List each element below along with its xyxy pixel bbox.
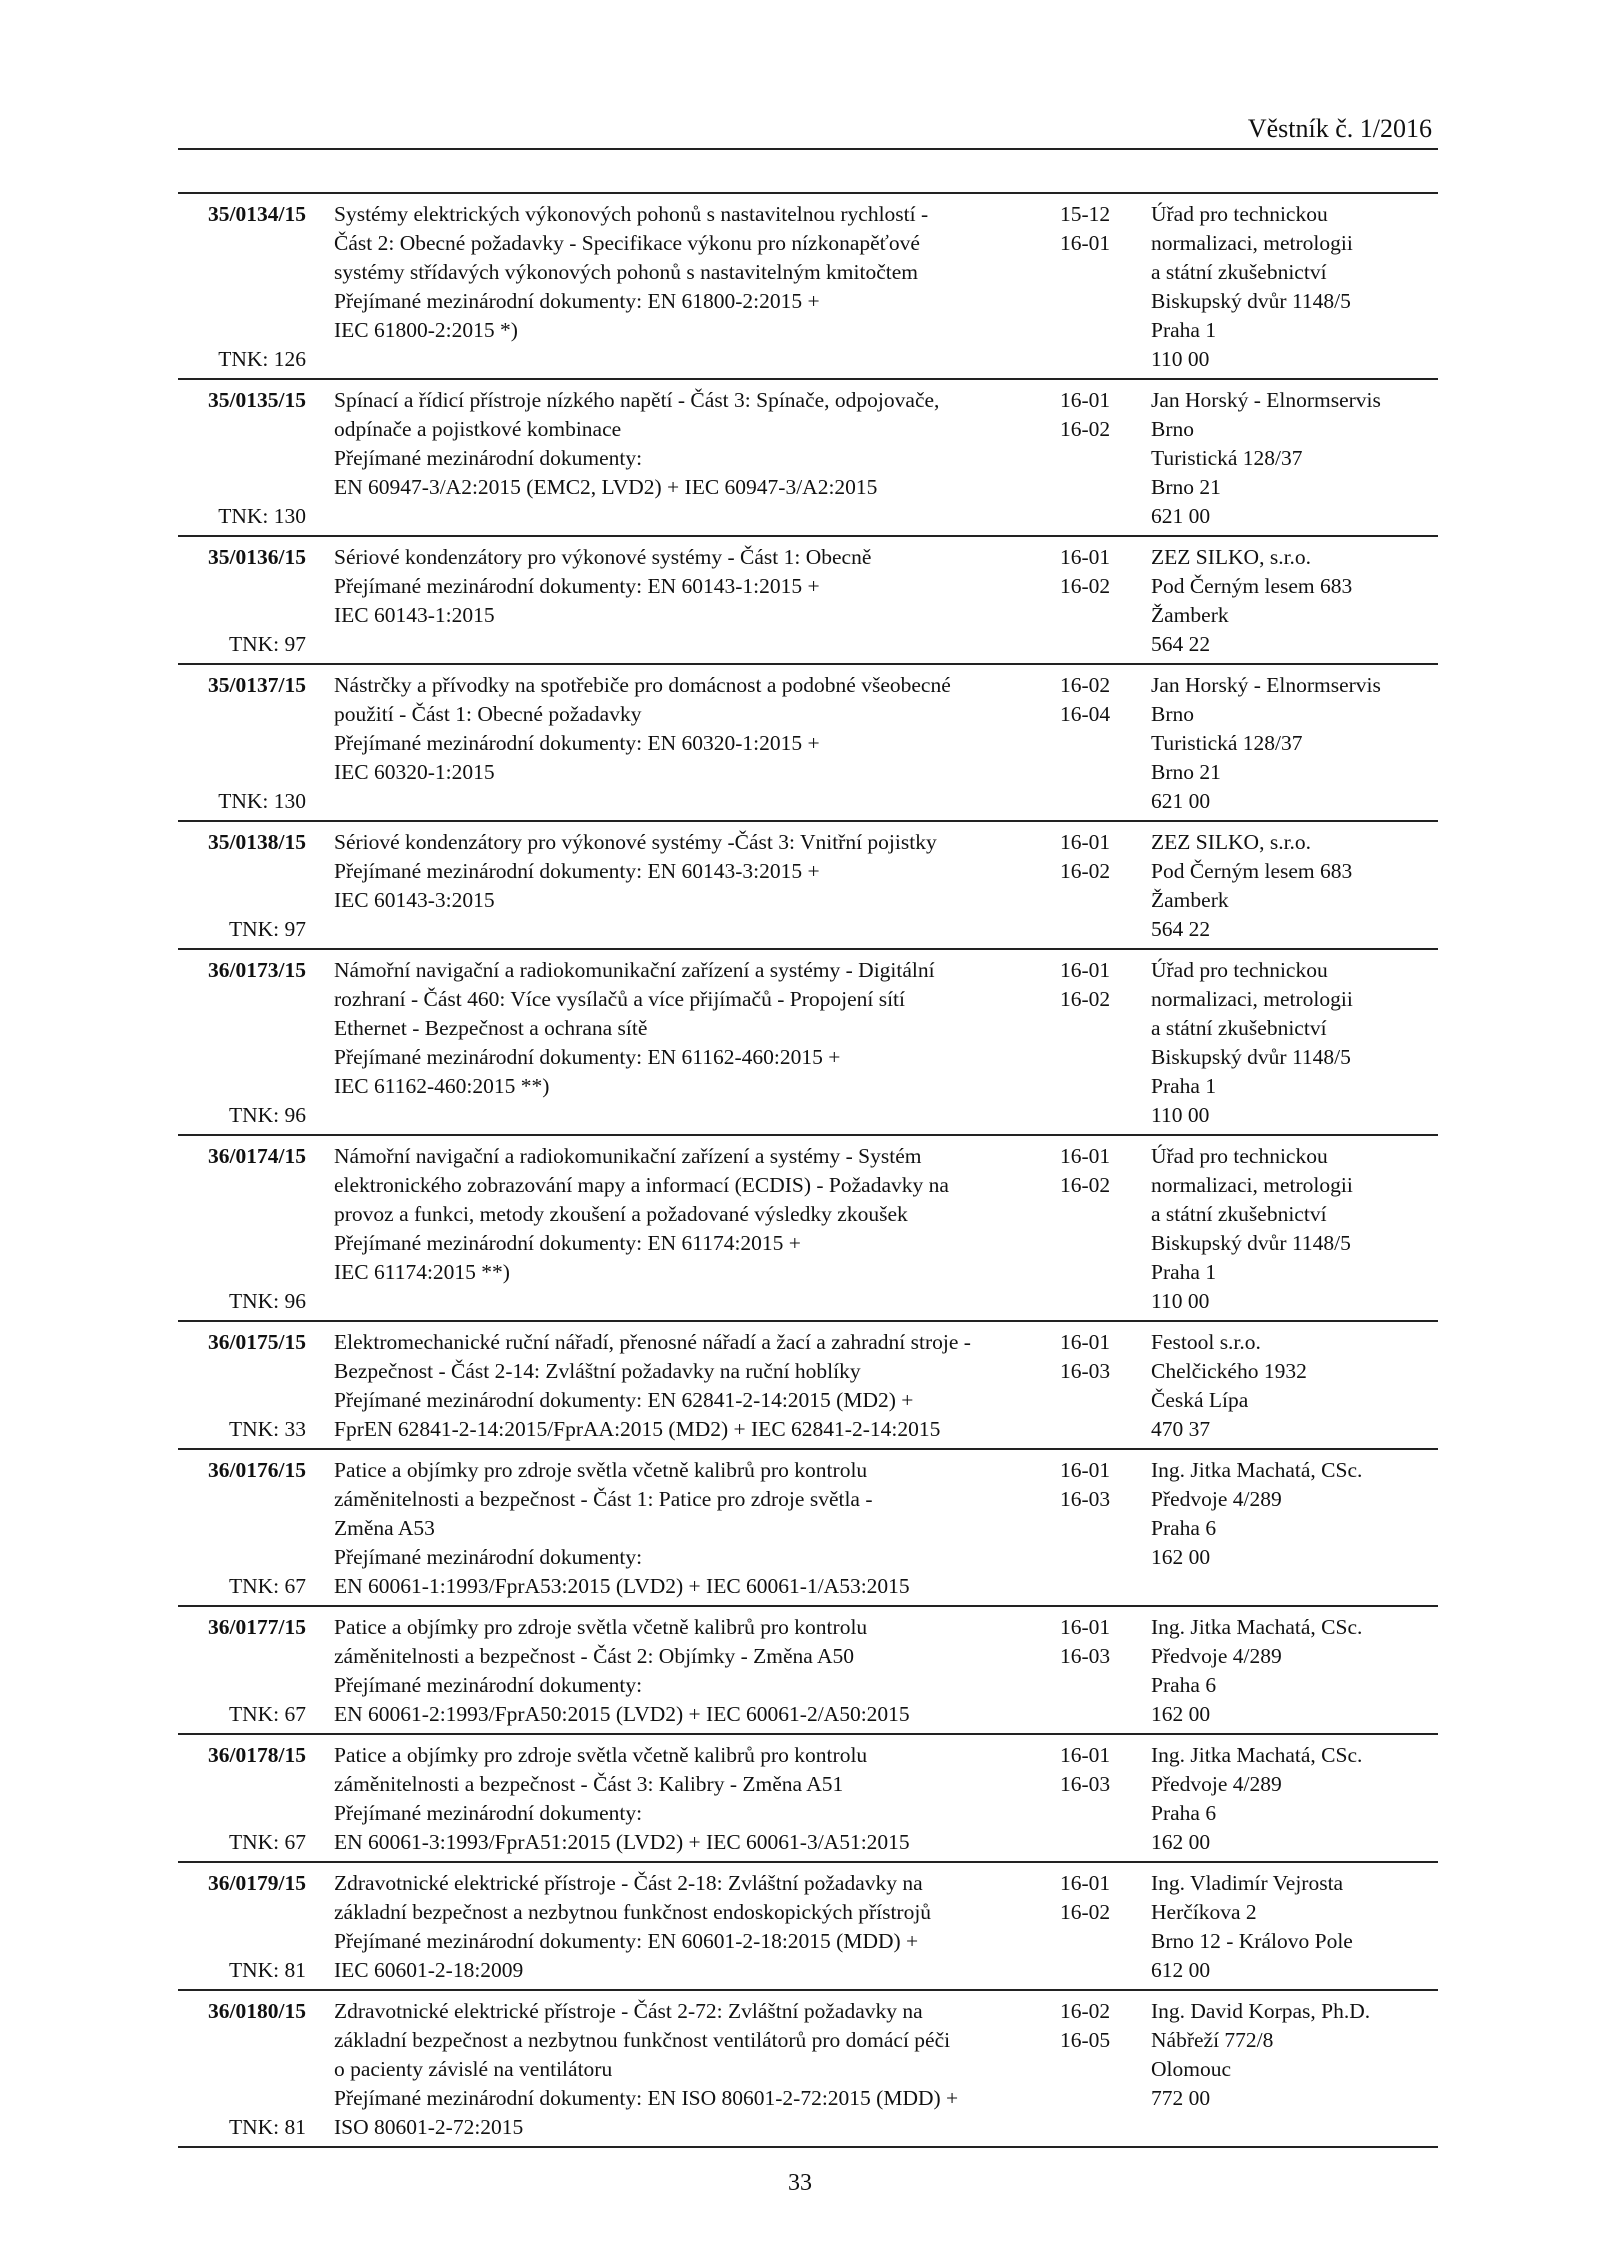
description-line: Přejímané mezinárodní dokumenty: EN ISO 80601-2-72:2015 (MDD) +	[334, 2086, 959, 2110]
description-line: Systémy elektrických výkonových pohonů s nastavitelnou rychlostí -	[334, 202, 929, 226]
contact-address	[1151, 543, 1438, 659]
description-line: systémy střídavých výkonových pohonů s nastavitelným kmitočtem	[334, 260, 919, 284]
address-line: Úřad pro technickou	[1151, 1144, 1328, 1168]
description-line: IEC 61174:2015 **)	[334, 1260, 510, 1284]
description-line: Přejímané mezinárodní dokumenty:	[334, 1801, 643, 1825]
description-line: Přejímané mezinárodní dokumenty: EN 61800-2:2015 +	[334, 289, 820, 313]
description-line: Patice a objímky pro zdroje světla včetně kalibrů pro kontrolu	[334, 1458, 868, 1482]
description-line: Patice a objímky pro zdroje světla včetně kalibrů pro kontrolu	[334, 1743, 868, 1767]
standard-id-cell	[178, 200, 306, 374]
tnk-number: TNK: 130	[218, 504, 306, 528]
description-line: EN 60061-3:1993/FprA51:2015 (LVD2) + IEC 60061-3/A51:2015	[334, 1830, 910, 1854]
period-dates	[1060, 1142, 1130, 1200]
standard-id-cell	[178, 828, 306, 944]
description-line: použití - Část 1: Obecné požadavky	[334, 702, 642, 726]
date-code: 16-01	[1060, 1743, 1111, 1767]
date-code: 16-01	[1060, 388, 1111, 412]
standard-id: 36/0173/15	[208, 958, 306, 982]
standard-id: 36/0175/15	[208, 1330, 306, 1354]
address-line: Pod Černým lesem 683	[1151, 574, 1353, 598]
date-code: 16-02	[1060, 859, 1111, 883]
period-dates	[1060, 200, 1130, 258]
description-line: odpínače a pojistkové kombinace	[334, 417, 622, 441]
description-line: Námořní navigační a radiokomunikační zařízení a systémy - Digitální	[334, 958, 935, 982]
address-line: Pod Černým lesem 683	[1151, 859, 1353, 883]
address-line: 110 00	[1151, 1103, 1210, 1127]
description-line: Zdravotnické elektrické přístroje - Část 2-18: Zvláštní požadavky na	[334, 1871, 923, 1895]
description-line: Nástrčky a přívodky na spotřebiče pro domácnost a podobné všeobecné	[334, 673, 951, 697]
description-line: Přejímané mezinárodní dokumenty: EN 62841-2-14:2015 (MD2) +	[334, 1388, 914, 1412]
date-code: 16-01	[1060, 1871, 1111, 1895]
table-row	[178, 537, 1438, 665]
address-line: 162 00	[1151, 1702, 1211, 1726]
tnk-number: TNK: 130	[218, 789, 306, 813]
standard-id-cell	[178, 1741, 306, 1857]
description-line: Přejímané mezinárodní dokumenty: EN 61174:2015 +	[334, 1231, 801, 1255]
address-line: 612 00	[1151, 1958, 1211, 1982]
address-line: Jan Horský - Elnormservis	[1151, 673, 1381, 697]
address-line: a státní zkušebnictví	[1151, 1016, 1327, 1040]
date-code: 16-02	[1060, 987, 1111, 1011]
address-line: 470 37	[1151, 1417, 1211, 1441]
period-dates	[1060, 1456, 1130, 1514]
description-line: záměnitelnosti a bezpečnost - Část 3: Kalibry - Změna A51	[334, 1772, 844, 1796]
description-line: Zdravotnické elektrické přístroje - Část 2-72: Zvláštní požadavky na	[334, 1999, 923, 2023]
description-line: EN 60061-2:1993/FprA50:2015 (LVD2) + IEC 60061-2/A50:2015	[334, 1702, 910, 1726]
description-line: Bezpečnost - Část 2-14: Zvláštní požadavky na ruční hoblíky	[334, 1359, 861, 1383]
tnk-number: TNK: 96	[228, 1289, 306, 1313]
standard-id: 35/0134/15	[208, 202, 306, 226]
description-line: IEC 60143-1:2015	[334, 603, 495, 627]
description-line: Změna A53	[334, 1516, 435, 1540]
standard-id-cell	[178, 1142, 306, 1316]
page-number: 33	[788, 2170, 812, 2196]
period-dates	[1060, 1869, 1130, 1927]
table-row	[178, 1991, 1438, 2148]
standard-id-cell	[178, 1613, 306, 1729]
address-line: Brno	[1151, 417, 1194, 441]
date-code: 16-03	[1060, 1644, 1111, 1668]
address-line: Ing. David Korpas, Ph.D.	[1151, 1999, 1371, 2023]
description-line: Spínací a řídicí přístroje nízkého napětí - Část 3: Spínače, odpojovače,	[334, 388, 940, 412]
address-line: 162 00	[1151, 1545, 1211, 1569]
address-line: 564 22	[1151, 632, 1211, 656]
date-code: 16-02	[1060, 1999, 1111, 2023]
period-dates	[1060, 543, 1130, 601]
table-row	[178, 1322, 1438, 1450]
table-row	[178, 1607, 1438, 1735]
table-row	[178, 380, 1438, 537]
address-line: Chelčického 1932	[1151, 1359, 1307, 1383]
address-line: normalizaci, metrologii	[1151, 1173, 1353, 1197]
date-code: 16-01	[1060, 545, 1111, 569]
address-line: Předvoje 4/289	[1151, 1487, 1282, 1511]
table-row	[178, 1863, 1438, 1991]
contact-address	[1151, 828, 1438, 944]
description-line: Přejímané mezinárodní dokumenty:	[334, 1545, 643, 1569]
address-line: Praha 1	[1151, 318, 1217, 342]
contact-address	[1151, 1997, 1438, 2113]
standard-description	[334, 543, 1046, 630]
description-line: Přejímané mezinárodní dokumenty: EN 60601-2-18:2015 (MDD) +	[334, 1929, 919, 1953]
description-line: Námořní navigační a radiokomunikační zařízení a systémy - Systém	[334, 1144, 922, 1168]
contact-address	[1151, 1869, 1438, 1985]
description-line: záměnitelnosti a bezpečnost - Část 2: Objímky - Změna A50	[334, 1644, 855, 1668]
standard-description	[334, 1328, 1046, 1444]
description-line: Přejímané mezinárodní dokumenty: EN 60143-1:2015 +	[334, 574, 820, 598]
contact-address	[1151, 1328, 1438, 1444]
tnk-number: TNK: 33	[228, 1417, 306, 1441]
date-code: 16-01	[1060, 830, 1111, 854]
description-line: Přejímané mezinárodní dokumenty: EN 61162-460:2015 +	[334, 1045, 841, 1069]
address-line: Praha 6	[1151, 1801, 1217, 1825]
address-line: 772 00	[1151, 2086, 1211, 2110]
tnk-number: TNK: 97	[228, 917, 306, 941]
standard-description	[334, 1741, 1046, 1857]
table-row	[178, 822, 1438, 950]
date-code: 16-03	[1060, 1772, 1111, 1796]
tnk-number: TNK: 67	[228, 1830, 306, 1854]
address-line: Turistická 128/37	[1151, 731, 1303, 755]
date-code: 15-12	[1060, 202, 1111, 226]
address-line: Úřad pro technickou	[1151, 202, 1328, 226]
description-line: Sériové kondenzátory pro výkonové systémy -Část 3: Vnitřní pojistky	[334, 830, 937, 854]
address-line: Žamberk	[1151, 888, 1229, 912]
standard-description	[334, 1456, 1046, 1601]
description-line: rozhraní - Část 460: Více vysílačů a více přijímačů - Propojení sítí	[334, 987, 905, 1011]
standard-id: 36/0174/15	[208, 1144, 306, 1168]
standard-id-cell	[178, 1328, 306, 1444]
standard-description	[334, 386, 1046, 502]
date-code: 16-02	[1060, 673, 1111, 697]
period-dates	[1060, 671, 1130, 729]
description-line: IEC 60601-2-18:2009	[334, 1958, 524, 1982]
date-code: 16-02	[1060, 574, 1111, 598]
address-line: ZEZ SILKO, s.r.o.	[1151, 830, 1312, 854]
standard-id-cell	[178, 1456, 306, 1601]
address-line: 110 00	[1151, 1289, 1210, 1313]
address-line: 564 22	[1151, 917, 1211, 941]
standard-id: 36/0179/15	[208, 1871, 306, 1895]
page-header	[178, 112, 1438, 150]
standard-id-cell	[178, 1869, 306, 1985]
bulletin-title: Věstník č. 1/2016	[1247, 114, 1432, 143]
period-dates	[1060, 828, 1130, 886]
period-dates	[1060, 1741, 1130, 1799]
description-line: EN 60061-1:1993/FprA53:2015 (LVD2) + IEC 60061-1/A53:2015	[334, 1574, 910, 1598]
address-line: Žamberk	[1151, 603, 1229, 627]
standard-id-cell	[178, 386, 306, 531]
description-line: FprEN 62841-2-14:2015/FprAA:2015 (MD2) + IEC 62841-2-14:2015	[334, 1417, 941, 1441]
address-line: normalizaci, metrologii	[1151, 231, 1353, 255]
date-code: 16-02	[1060, 1173, 1111, 1197]
tnk-number: TNK: 67	[228, 1574, 306, 1598]
standard-id-cell	[178, 956, 306, 1130]
standard-id: 36/0180/15	[208, 1999, 306, 2023]
contact-address	[1151, 956, 1438, 1130]
table-row	[178, 950, 1438, 1136]
description-line: základní bezpečnost a nezbytnou funkčnost ventilátorů pro domácí péči	[334, 2028, 951, 2052]
address-line: Úřad pro technickou	[1151, 958, 1328, 982]
standard-description	[334, 1997, 1046, 2142]
contact-address	[1151, 386, 1438, 531]
address-line: Praha 6	[1151, 1516, 1217, 1540]
standard-id: 35/0138/15	[208, 830, 306, 854]
date-code: 16-01	[1060, 1615, 1111, 1639]
description-line: ISO 80601-2-72:2015	[334, 2115, 524, 2139]
address-line: ZEZ SILKO, s.r.o.	[1151, 545, 1312, 569]
period-dates	[1060, 1997, 1130, 2055]
period-dates	[1060, 386, 1130, 444]
standard-id: 35/0136/15	[208, 545, 306, 569]
standard-description	[334, 671, 1046, 787]
contact-address	[1151, 1142, 1438, 1316]
address-line: Brno	[1151, 702, 1194, 726]
description-line: Patice a objímky pro zdroje světla včetně kalibrů pro kontrolu	[334, 1615, 868, 1639]
description-line: elektronického zobrazování mapy a informací (ECDIS) - Požadavky na	[334, 1173, 949, 1197]
standard-id: 36/0176/15	[208, 1458, 306, 1482]
tnk-number: TNK: 81	[228, 2115, 306, 2139]
tnk-number: TNK: 126	[218, 347, 306, 371]
address-line: Herčíkova 2	[1151, 1900, 1257, 1924]
address-line: Ing. Jitka Machatá, CSc.	[1151, 1615, 1363, 1639]
address-line: Brno 21	[1151, 760, 1221, 784]
standard-description	[334, 1613, 1046, 1729]
address-line: a státní zkušebnictví	[1151, 260, 1327, 284]
date-code: 16-04	[1060, 702, 1111, 726]
address-line: Předvoje 4/289	[1151, 1644, 1282, 1668]
address-line: Jan Horský - Elnormservis	[1151, 388, 1381, 412]
date-code: 16-01	[1060, 1458, 1111, 1482]
table-row	[178, 1450, 1438, 1607]
description-line: EN 60947-3/A2:2015 (EMC2, LVD2) + IEC 60947-3/A2:2015	[334, 475, 878, 499]
period-dates	[1060, 956, 1130, 1014]
standard-id: 35/0137/15	[208, 673, 306, 697]
address-line: Česká Lípa	[1151, 1388, 1249, 1412]
address-line: Biskupský dvůr 1148/5	[1151, 289, 1351, 313]
period-dates	[1060, 1328, 1130, 1386]
description-line: Část 2: Obecné požadavky - Specifikace výkonu pro nízkonapěťové	[334, 231, 920, 255]
address-line: Praha 1	[1151, 1260, 1217, 1284]
table-row	[178, 1735, 1438, 1863]
date-code: 16-01	[1060, 231, 1111, 255]
contact-address	[1151, 1613, 1438, 1729]
contact-address	[1151, 1456, 1438, 1572]
address-line: Olomouc	[1151, 2057, 1232, 2081]
address-line: Brno 12 - Královo Pole	[1151, 1929, 1353, 1953]
address-line: Biskupský dvůr 1148/5	[1151, 1045, 1351, 1069]
description-line: Sériové kondenzátory pro výkonové systémy - Část 1: Obecně	[334, 545, 872, 569]
date-code: 16-03	[1060, 1487, 1111, 1511]
description-line: základní bezpečnost a nezbytnou funkčnost endoskopických přístrojů	[334, 1900, 932, 1924]
address-line: 110 00	[1151, 347, 1210, 371]
period-dates	[1060, 1613, 1130, 1671]
description-line: záměnitelnosti a bezpečnost - Část 1: Patice pro zdroje světla -	[334, 1487, 873, 1511]
table-row	[178, 665, 1438, 822]
standard-id-cell	[178, 543, 306, 659]
address-line: Festool s.r.o.	[1151, 1330, 1261, 1354]
standard-id: 35/0135/15	[208, 388, 306, 412]
description-line: IEC 61800-2:2015 *)	[334, 318, 518, 342]
standard-id-cell	[178, 1997, 306, 2142]
description-line: Přejímané mezinárodní dokumenty: EN 60320-1:2015 +	[334, 731, 820, 755]
description-line: Přejímané mezinárodní dokumenty:	[334, 446, 643, 470]
standard-description	[334, 956, 1046, 1101]
contact-address	[1151, 1741, 1438, 1857]
address-line: Ing. Vladimír Vejrosta	[1151, 1871, 1344, 1895]
address-line: normalizaci, metrologii	[1151, 987, 1353, 1011]
address-line: Biskupský dvůr 1148/5	[1151, 1231, 1351, 1255]
description-line: provoz a funkci, metody zkoušení a požadované výsledky zkoušek	[334, 1202, 908, 1226]
table-row	[178, 194, 1438, 380]
contact-address	[1151, 200, 1438, 374]
address-line: 621 00	[1151, 504, 1211, 528]
address-line: Brno 21	[1151, 475, 1221, 499]
table-row	[178, 1136, 1438, 1322]
address-line: Ing. Jitka Machatá, CSc.	[1151, 1743, 1363, 1767]
date-code: 16-01	[1060, 1144, 1111, 1168]
date-code: 16-02	[1060, 1900, 1111, 1924]
address-line: 621 00	[1151, 789, 1211, 813]
contact-address	[1151, 671, 1438, 816]
description-line: Přejímané mezinárodní dokumenty: EN 60143-3:2015 +	[334, 859, 820, 883]
description-line: Ethernet - Bezpečnost a ochrana sítě	[334, 1016, 648, 1040]
address-line: Ing. Jitka Machatá, CSc.	[1151, 1458, 1363, 1482]
address-line: Předvoje 4/289	[1151, 1772, 1282, 1796]
address-line: Nábřeží 772/8	[1151, 2028, 1274, 2052]
description-line: IEC 60143-3:2015	[334, 888, 495, 912]
description-line: o pacienty závislé na ventilátoru	[334, 2057, 613, 2081]
address-line: Turistická 128/37	[1151, 446, 1303, 470]
date-code: 16-03	[1060, 1359, 1111, 1383]
address-line: Praha 1	[1151, 1074, 1217, 1098]
standard-id-cell	[178, 671, 306, 816]
standards-table	[178, 192, 1438, 2148]
address-line: a státní zkušebnictví	[1151, 1202, 1327, 1226]
description-line: Přejímané mezinárodní dokumenty:	[334, 1673, 643, 1697]
date-code: 16-01	[1060, 1330, 1111, 1354]
standard-description	[334, 1869, 1046, 1985]
date-code: 16-02	[1060, 417, 1111, 441]
date-code: 16-01	[1060, 958, 1111, 982]
description-line: Elektromechanické ruční nářadí, přenosné nářadí a žací a zahradní stroje -	[334, 1330, 971, 1354]
standard-description	[334, 200, 1046, 345]
standard-id: 36/0177/15	[208, 1615, 306, 1639]
standard-id: 36/0178/15	[208, 1743, 306, 1767]
description-line: IEC 61162-460:2015 **)	[334, 1074, 550, 1098]
address-line: 162 00	[1151, 1830, 1211, 1854]
tnk-number: TNK: 97	[228, 632, 306, 656]
tnk-number: TNK: 96	[228, 1103, 306, 1127]
standard-description	[334, 828, 1046, 915]
date-code: 16-05	[1060, 2028, 1111, 2052]
tnk-number: TNK: 81	[228, 1958, 306, 1982]
tnk-number: TNK: 67	[228, 1702, 306, 1726]
address-line: Praha 6	[1151, 1673, 1217, 1697]
description-line: IEC 60320-1:2015	[334, 760, 495, 784]
standard-description	[334, 1142, 1046, 1287]
